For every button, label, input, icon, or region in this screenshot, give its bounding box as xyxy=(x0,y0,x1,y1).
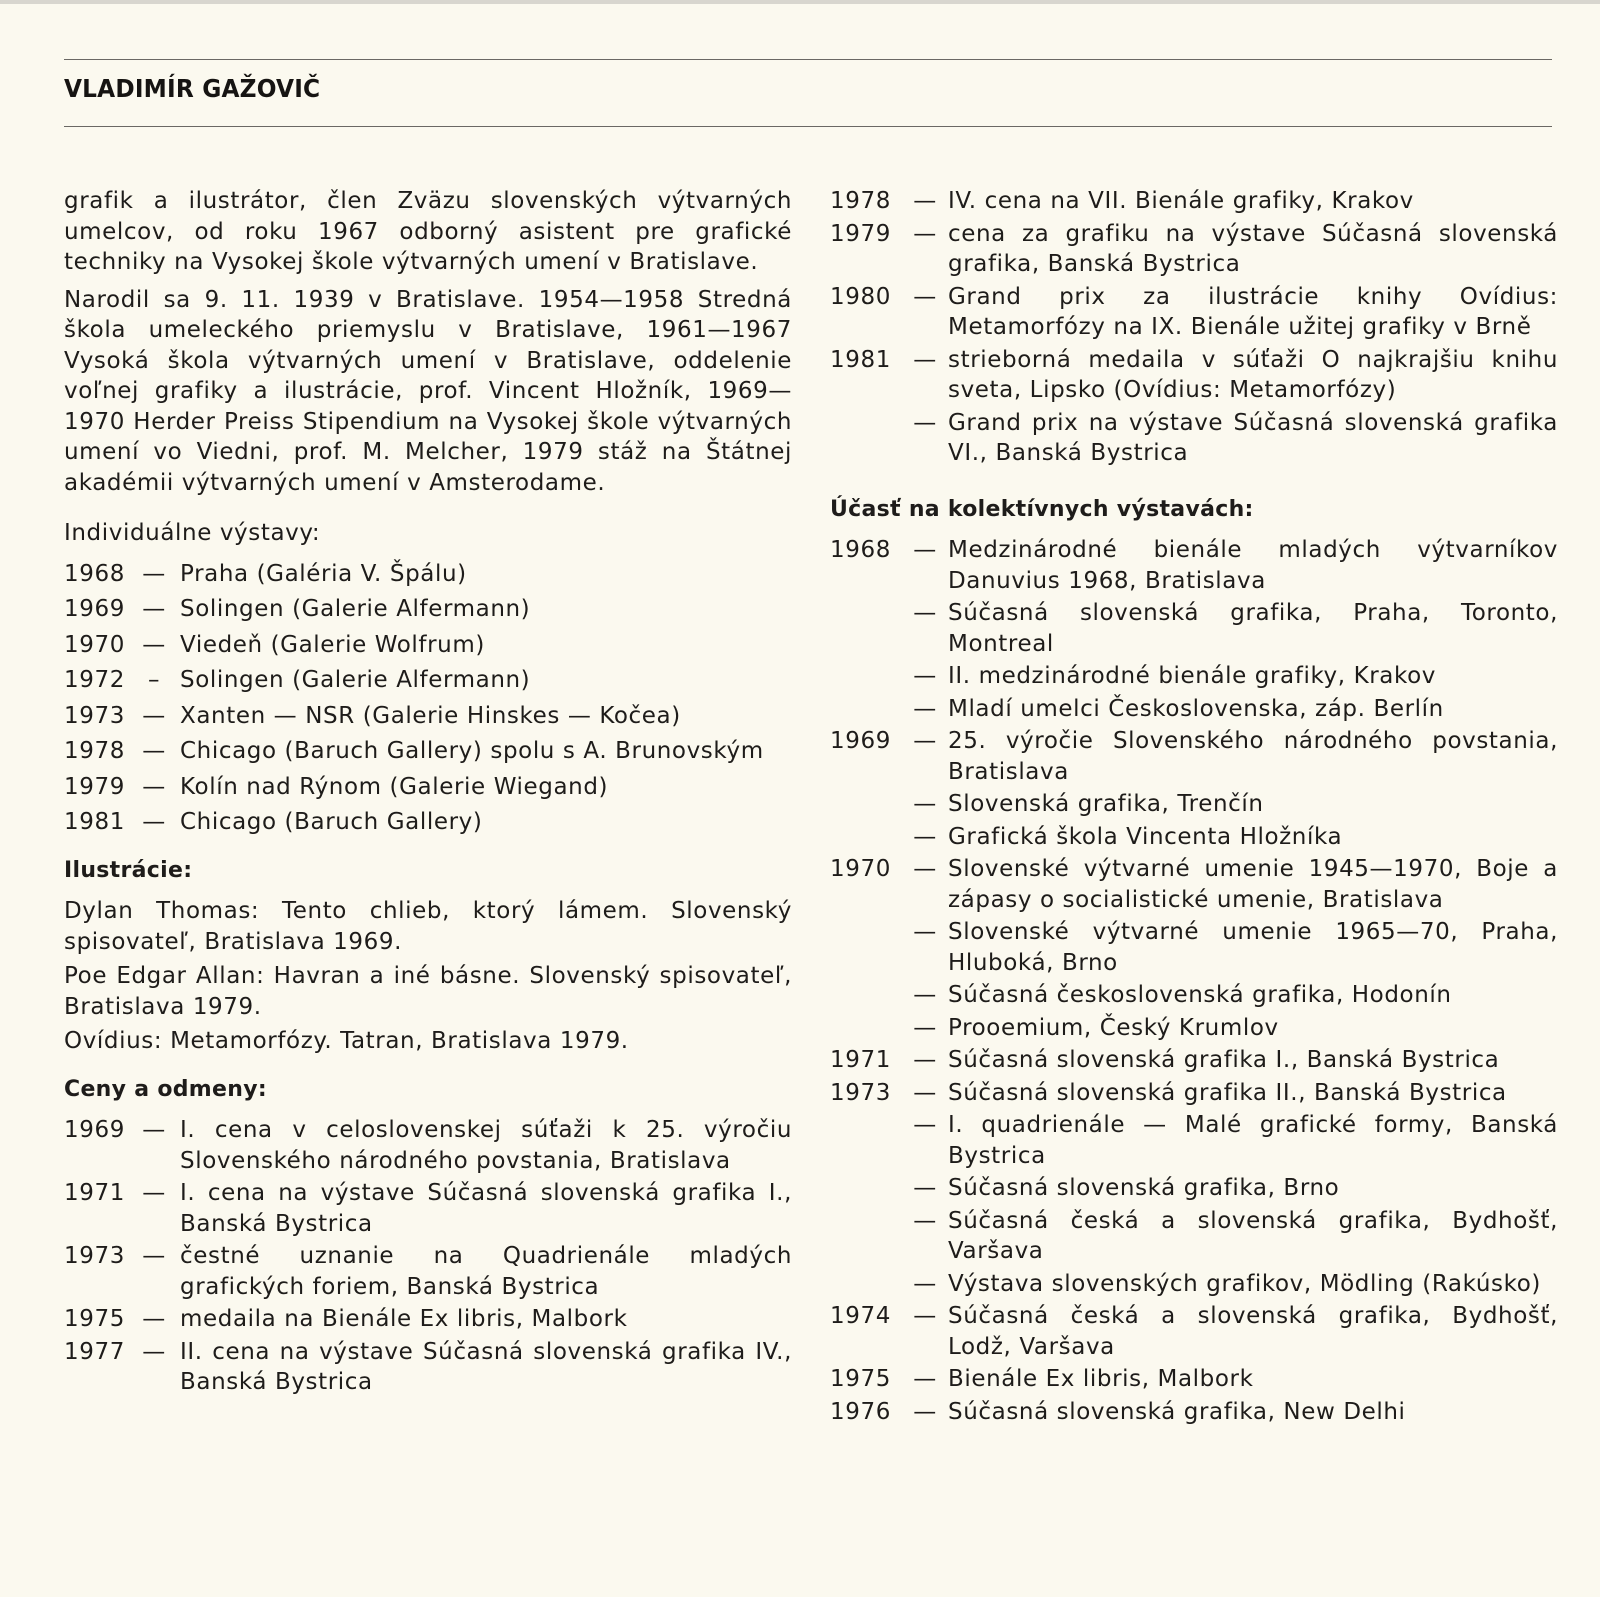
entry-text: Slovenská grafika, Trenčín xyxy=(948,791,1264,817)
entry-year: 1975 xyxy=(830,1366,891,1392)
left-column xyxy=(64,186,792,1400)
entry-dash: — xyxy=(913,188,937,214)
entry-year: 1974 xyxy=(830,1303,891,1329)
entry-dash: — xyxy=(913,695,937,722)
list-item xyxy=(64,701,792,732)
list-item xyxy=(830,726,1558,787)
entry-dash: — xyxy=(913,600,937,626)
entry-text: Grand prix za ilustrácie knihy Ovídius: Metamorfózy na IX. Bienále užitej grafiky v Brně xyxy=(948,283,1558,340)
entry-year: 1968 xyxy=(830,537,891,563)
entry-dash: — xyxy=(913,283,937,310)
entry-dash: — xyxy=(913,1047,937,1073)
entry-text: Slovenské výtvarné umenie 1945—1970, Boje a zápasy o socialistické umenie, Bratislava xyxy=(948,856,1558,913)
entry-text: Súčasná slovenská grafika, New Delhi xyxy=(948,1398,1406,1425)
entry-dash: — xyxy=(142,631,166,658)
page-top-edge xyxy=(0,0,1600,4)
entry-text: Prooemium, Český Krumlov xyxy=(948,1014,1279,1041)
entry-dash: — xyxy=(142,1338,166,1365)
list-item xyxy=(830,1269,1558,1300)
list-item xyxy=(830,1206,1558,1267)
entry-text: Kolín nad Rýnom (Galerie Wiegand) xyxy=(180,773,609,800)
list-item xyxy=(830,789,1558,820)
entry-dash: — xyxy=(142,560,166,587)
entry-dash: — xyxy=(913,856,937,882)
entry-text: Solingen (Galerie Alfermann) xyxy=(180,596,531,622)
awards-list-right xyxy=(830,186,1558,469)
entry-dash: — xyxy=(142,596,166,622)
header-rule-bottom xyxy=(64,126,1552,127)
illustration-item: Ovídius: Metamorfózy. Tatran, Bratislava 1979. xyxy=(64,1028,629,1054)
list-item xyxy=(830,1045,1558,1076)
list-item xyxy=(830,1397,1558,1428)
list-item xyxy=(64,772,792,803)
entry-year: 1971 xyxy=(830,1047,891,1073)
entry-year: 1972 xyxy=(64,667,125,693)
entry-text: medaila na Bienále Ex libris, Malbork xyxy=(180,1306,628,1332)
entry-year: 1979 xyxy=(830,220,891,247)
list-item xyxy=(830,1301,1558,1362)
entry-text: Viedeň (Galerie Wolfrum) xyxy=(180,631,485,658)
entry-text: Medzinárodné bienále mladých výtvarníkov Danuvius 1968, Bratislava xyxy=(948,537,1558,594)
awards-heading: Ceny a odmeny: xyxy=(64,1076,267,1102)
entry-text: Mladí umelci Československa, záp. Berlín xyxy=(948,695,1444,722)
entry-text: Súčasná slovenská grafika I., Banská Bystrica xyxy=(948,1047,1500,1073)
list-item xyxy=(830,282,1558,343)
entry-text: Slovenské výtvarné umenie 1965—70, Praha, Hluboká, Brno xyxy=(948,919,1558,976)
list-item xyxy=(830,854,1558,915)
entry-dash: — xyxy=(142,809,166,835)
list-item xyxy=(830,917,1558,978)
illustration-item: Dylan Thomas: Tento chlieb, ktorý lámem. Slovenský spisovateľ, Bratislava 1969. xyxy=(64,898,792,955)
list-item xyxy=(830,535,1558,596)
bio-intro: grafik a ilustrátor, člen Zväzu slovenských výtvarných umelcov, od roku 1967 odborný asistent pre grafické techniky na Vysokej škole výtvarných umení v Bratislave. xyxy=(64,188,792,275)
entry-dash: – xyxy=(147,667,161,693)
entry-text: Súčasná slovenská grafika II., Banská Bystrica xyxy=(948,1079,1507,1106)
entry-dash: — xyxy=(913,1207,937,1234)
list-item xyxy=(830,661,1558,692)
entry-text: Praha (Galéria V. Špálu) xyxy=(180,560,467,587)
entry-text: Bienále Ex libris, Malbork xyxy=(948,1366,1254,1392)
entry-dash: — xyxy=(142,702,166,729)
list-item xyxy=(830,408,1558,469)
list-item xyxy=(830,186,1558,217)
list-item xyxy=(830,1364,1558,1395)
entry-year: 1973 xyxy=(64,1243,125,1269)
list-item xyxy=(64,594,792,625)
entry-text: čestné uznanie na Quadrienále mladých grafických foriem, Banská Bystrica xyxy=(180,1243,792,1300)
entry-text: Výstava slovenských grafikov, Mödling (Rakúsko) xyxy=(948,1270,1541,1297)
list-item xyxy=(64,807,792,838)
entry-text: I. quadrienále — Malé grafické formy, Banská Bystrica xyxy=(948,1112,1558,1169)
list-item xyxy=(64,559,792,590)
illustration-item: Poe Edgar Allan: Havran a iné básne. Slovenský spisovateľ, Bratislava 1979. xyxy=(64,963,792,1020)
entry-dash: — xyxy=(142,738,166,764)
entry-dash: — xyxy=(913,537,937,563)
entry-dash: — xyxy=(913,346,937,373)
entry-dash: — xyxy=(913,823,937,850)
list-item xyxy=(830,598,1558,659)
list-item xyxy=(830,1078,1558,1109)
list-item xyxy=(830,822,1558,853)
entry-year: 1970 xyxy=(830,856,891,882)
entry-year: 1980 xyxy=(830,283,891,310)
entry-text: Chicago (Baruch Gallery) spolu s A. Brunovským xyxy=(180,738,764,764)
entry-dash: — xyxy=(913,728,937,754)
illustrations-heading: Ilustrácie: xyxy=(64,857,193,883)
bio-biography: Narodil sa 9. 11. 1939 v Bratislave. 1954—1958 Stredná škola umeleckého priemyslu v Bratislave, 1961—1967 Vysoká škola výtvarných umení v Bratislave, oddelenie voľnej grafiky a ilustrácie, prof. Vincent Hložník, 1969—1970 Herder Preiss Stipendium na Vysokej škole výtvarných umení vo Viedni, prof. M. Melcher, 1979 stáž na Štátnej akadémii výtvarných umení v Amsterodame. xyxy=(64,286,792,496)
entry-text: Chicago (Baruch Gallery) xyxy=(180,809,483,835)
entry-text: Súčasná československá grafika, Hodonín xyxy=(948,982,1452,1008)
list-item xyxy=(830,1173,1558,1204)
entry-year: 1975 xyxy=(64,1306,125,1332)
page-title: VLADIMÍR GAŽOVIČ xyxy=(64,74,321,103)
list-item xyxy=(830,1110,1558,1171)
entry-year: 1979 xyxy=(64,773,125,800)
entry-dash: — xyxy=(913,1270,937,1297)
entry-dash: — xyxy=(913,982,937,1008)
entry-dash: — xyxy=(142,1243,166,1269)
list-item xyxy=(64,1178,792,1239)
entry-year: 1978 xyxy=(64,738,125,764)
list-item xyxy=(64,1337,792,1398)
individual-exhibitions-label: Individuálne výstavy: xyxy=(64,520,321,546)
entry-text: Súčasná slovenská grafika, Brno xyxy=(948,1175,1340,1201)
entry-dash: — xyxy=(913,1398,937,1425)
entry-year: 1981 xyxy=(830,346,891,373)
list-item xyxy=(830,694,1558,725)
entry-text: I. cena v celoslovenskej súťaži k 25. výročiu Slovenského národného povstania, Bratislava xyxy=(180,1117,792,1174)
entry-text: strieborná medaila v súťaži O najkrajšiu knihu sveta, Lipsko (Ovídius: Metamorfózy) xyxy=(948,346,1558,403)
entry-year: 1977 xyxy=(64,1338,125,1365)
list-item xyxy=(64,665,792,696)
entry-year: 1981 xyxy=(64,809,125,835)
entry-year: 1969 xyxy=(64,1117,125,1143)
group-exhibitions-heading: Účasť na kolektívnych výstavách: xyxy=(830,496,1254,522)
individual-exhibitions-list xyxy=(64,559,792,838)
group-exhibitions-list xyxy=(830,535,1558,1427)
header-rule-top xyxy=(64,59,1552,60)
entry-dash: — xyxy=(142,1117,166,1143)
entry-text: Xanten — NSR (Galerie Hinskes — Kočea) xyxy=(180,702,681,729)
list-item xyxy=(830,1013,1558,1044)
entry-text: IV. cena na VII. Bienále grafiky, Krakov xyxy=(948,188,1414,214)
entry-text: Grand prix na výstave Súčasná slovenská grafika VI., Banská Bystrica xyxy=(948,409,1558,466)
entry-dash: — xyxy=(142,773,166,800)
entry-text: Grafická škola Vincenta Hložníka xyxy=(948,823,1343,850)
entry-text: 25. výročie Slovenského národného povstania, Bratislava xyxy=(948,728,1558,785)
entry-text: cena za grafiku na výstave Súčasná slovenská grafika, Banská Bystrica xyxy=(948,220,1558,277)
entry-dash: — xyxy=(142,1306,166,1332)
right-column xyxy=(830,186,1558,1429)
entry-year: 1968 xyxy=(64,560,125,587)
entry-year: 1976 xyxy=(830,1398,891,1425)
entry-dash: — xyxy=(913,220,937,247)
entry-dash: — xyxy=(913,1079,937,1106)
entry-dash: — xyxy=(913,663,937,689)
list-item xyxy=(830,219,1558,280)
list-item xyxy=(64,1241,792,1302)
entry-year: 1973 xyxy=(64,702,125,729)
entry-dash: — xyxy=(913,791,937,817)
entry-text: II. cena na výstave Súčasná slovenská grafika IV., Banská Bystrica xyxy=(180,1338,792,1395)
list-item xyxy=(64,736,792,767)
list-item xyxy=(830,345,1558,406)
entry-text: Súčasná česká a slovenská grafika, Bydhošť, Varšava xyxy=(948,1207,1558,1264)
entry-year: 1971 xyxy=(64,1180,125,1206)
list-item xyxy=(830,980,1558,1011)
entry-dash: — xyxy=(913,1303,937,1329)
entry-dash: — xyxy=(913,1175,937,1201)
entry-dash: — xyxy=(142,1180,166,1206)
entry-year: 1970 xyxy=(64,631,125,658)
entry-dash: — xyxy=(913,409,937,436)
entry-dash: — xyxy=(913,919,937,945)
entry-year: 1969 xyxy=(64,596,125,622)
entry-text: II. medzinárodné bienále grafiky, Krakov xyxy=(948,663,1436,689)
list-item xyxy=(64,1115,792,1176)
entry-dash: — xyxy=(913,1014,937,1041)
entry-year: 1973 xyxy=(830,1079,891,1106)
entry-text: Solingen (Galerie Alfermann) xyxy=(180,667,531,693)
entry-year: 1969 xyxy=(830,728,891,754)
list-item xyxy=(64,1304,792,1335)
awards-list-left xyxy=(64,1115,792,1398)
entry-text: I. cena na výstave Súčasná slovenská grafika I., Banská Bystrica xyxy=(180,1180,792,1237)
entry-text: Súčasná slovenská grafika, Praha, Toronto, Montreal xyxy=(948,600,1558,657)
entry-text: Súčasná česká a slovenská grafika, Bydhošť, Lodž, Varšava xyxy=(948,1303,1558,1360)
list-item xyxy=(64,630,792,661)
entry-year: 1978 xyxy=(830,188,891,214)
entry-dash: — xyxy=(913,1366,937,1392)
entry-dash: — xyxy=(913,1112,937,1138)
